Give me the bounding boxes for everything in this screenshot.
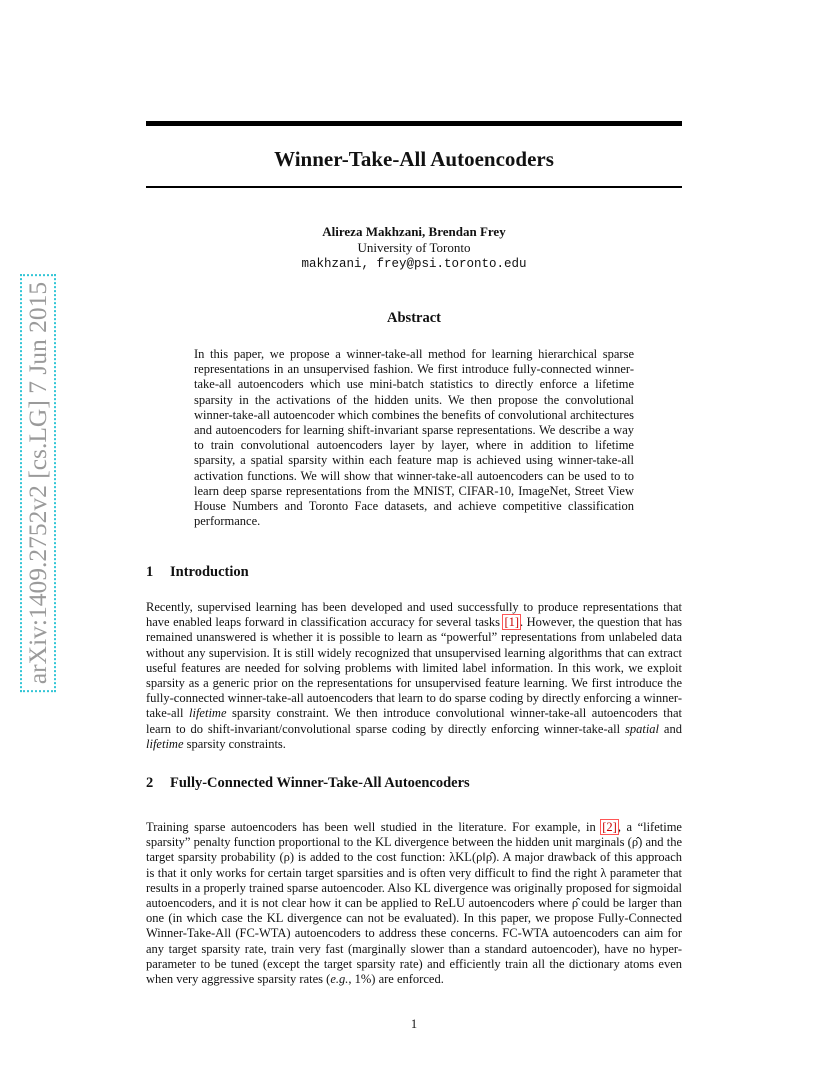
author-affiliation: University of Toronto (357, 240, 471, 255)
text-run: Recently, supervised learning has been developed and used successfully to produce representations that have enabled leaps forward in classification accuracy for several tasks (146, 600, 682, 630)
title-rule-bottom (146, 186, 682, 188)
section-title: Introduction (170, 564, 249, 580)
text-run: sparsity constraints. (183, 736, 286, 751)
paper-title: Winner-Take-All Autoencoders (274, 147, 554, 171)
emphasis-text: lifetime (189, 706, 227, 721)
page-number: 1 (410, 1017, 418, 1031)
section-heading-introduction (146, 562, 682, 582)
citation-link[interactable]: [2] (602, 820, 617, 834)
text-run: Training sparse autoencoders has been well studied in the literature. For example, in (146, 820, 602, 834)
text-run: sparsity constraint. We then introduce convolutional winner-take-all autoencoders that learn to do shift-invariant/convolutional sparse coding by directly enforcing winner-take-all (146, 706, 682, 736)
title-rule-top (146, 121, 682, 126)
emphasis-text: lifetime (146, 736, 184, 751)
author-block (146, 224, 682, 272)
author-names: Alireza Makhzani, Brendan Frey (322, 224, 506, 239)
text-run: , a “lifetime sparsity” penalty function proportional to the KL divergence between the hidden unit marginals (ρ̂) and the target sparsity probability (ρ) is added to the cost function: λKL(ρ‖ρ̂). A major drawback of this approach is that it only works for certain target sparsities and is often very difficult to find the right λ parameter that results in a properly trained sparse autoencoder. Also KL divergence was originally proposed for sigmoidal autoencoders, and it is not clear how it can be applied to ReLU autoencoders where ρ̂ could be larger than one (in which case the KL divergence can not be evaluated). In this paper, we propose Fully-Connected Winner-Take-All (FC-WTA) autoencoders to address these concerns. FC-WTA autoencoders can aim for any target sparsity rate, train very fast (marginally slower than a standard autoencoder), have no hyper-parameter to be tuned (except the target sparsity rate) and efficiently train all the dictionary atoms even when very aggressive sparsity rates ( (146, 820, 682, 987)
section-number: 1 (146, 564, 154, 580)
text-run: , 1%) are enforced. (348, 972, 444, 987)
emphasis-text: spatial (625, 721, 660, 736)
text-run: . However, the question that has remained unanswered is whether it is possible to learn as “powerful” representations from unlabeled data without any supervision. It is still widely recognized that unsupervised learning algorithms that can extract useful features are needed for solving problems with limited label information. In this work, we exploit sparsity as a generic prior on the representations for unsupervised feature learning. We first introduce the fully-connected winner-take-all autoencoders that learn to do sparse coding by directly enforcing a winner-take-all (146, 615, 682, 721)
citation-link[interactable]: [1] (504, 615, 520, 630)
abstract-heading: Abstract (387, 310, 441, 326)
section-title: Fully-Connected Winner-Take-All Autoencoders (170, 775, 470, 791)
emphasis-text: e.g. (330, 972, 349, 987)
fc-wta-paragraph (146, 820, 682, 987)
text-run: and (659, 721, 682, 736)
author-email[interactable]: makhzani, frey@psi.toronto.edu (301, 257, 527, 271)
section-number: 2 (146, 775, 154, 791)
arxiv-identifier-stamp[interactable]: arXiv:1409.2752v2 [cs.LG] 7 Jun 2015 (22, 276, 54, 690)
introduction-paragraph (146, 600, 682, 752)
section-heading-fc-wta (146, 773, 682, 793)
abstract-text: In this paper, we propose a winner-take-all method for learning hierarchical sparse representations in an unsupervised fashion. We first introduce fully-connected winner-take-all autoencoders which use mini-batch statistics to directly enforce a lifetime sparsity in the activations of the hidden units. We then propose the convolutional winner-take-all autoencoder which combines the benefits of convolutional architectures and autoencoders for learning shift-invariant sparse representations. We describe a way to train convolutional autoencoders layer by layer, where in addition to lifetime sparsity, a spatial sparsity within each feature map is achieved using winner-take-all activation functions. We will show that winner-take-all autoencoders can be used to to learn deep sparse representations from the MNIST, CIFAR-10, ImageNet, Street View House Numbers and Toronto Face datasets, and achieve competitive classification performance. (194, 347, 634, 529)
